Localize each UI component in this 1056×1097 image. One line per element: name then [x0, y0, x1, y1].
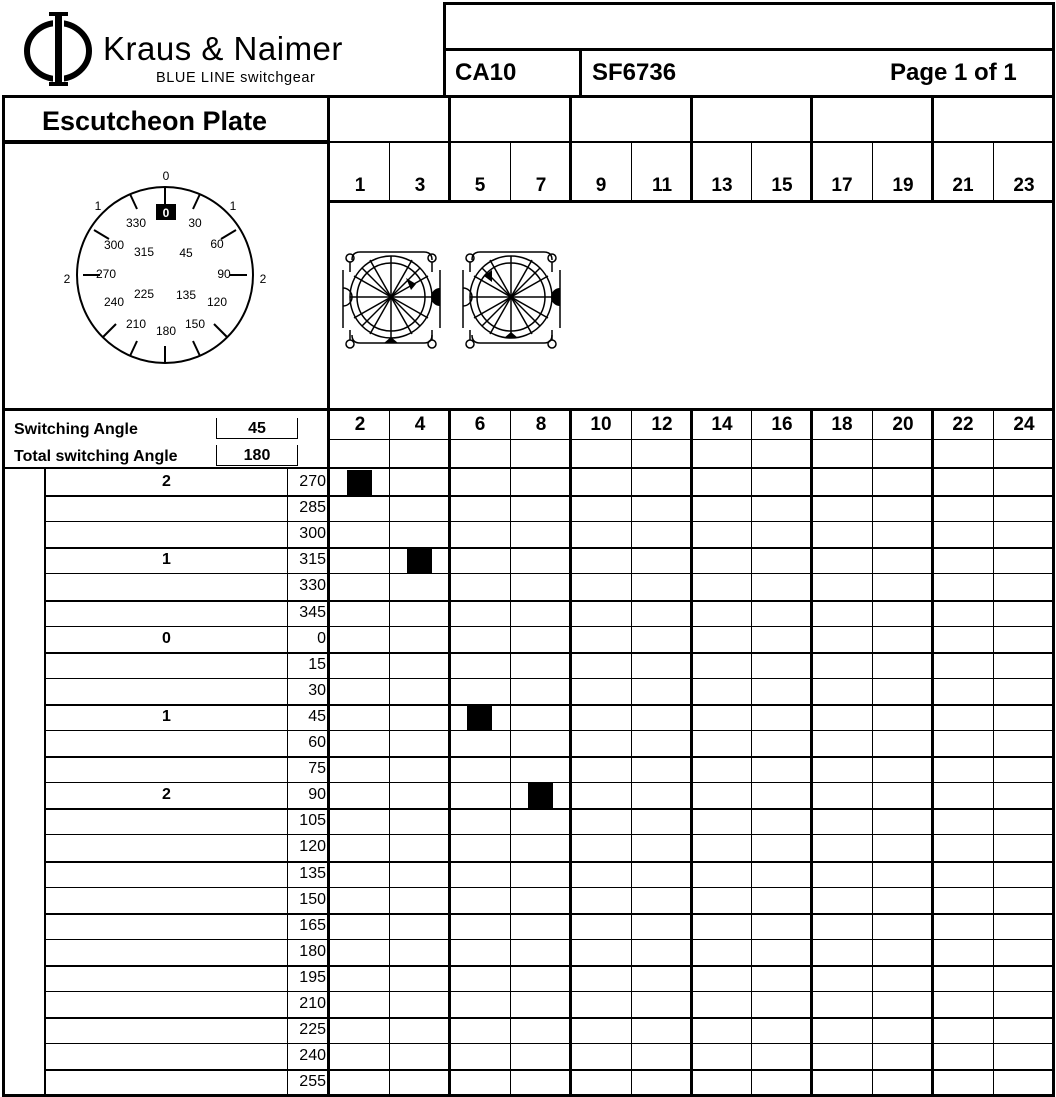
top-terminal-5: 5 — [474, 175, 486, 196]
dial-outer-label: 1 — [229, 199, 237, 213]
dial-degree-label: 30 — [188, 216, 202, 230]
angle-label: 255 — [299, 1073, 326, 1091]
dial-degree-label: 90 — [217, 267, 231, 281]
angle-label: 315 — [299, 551, 326, 569]
dial-degree-label: 45 — [179, 246, 193, 260]
angle-label: 75 — [308, 760, 326, 778]
angle-label: 90 — [308, 786, 326, 804]
bottom-terminal-22: 22 — [952, 414, 974, 435]
top-terminal-9: 9 — [595, 175, 607, 196]
kn-logo-icon — [20, 8, 100, 90]
dial-active-label: 0 — [162, 206, 170, 220]
dial-degree-label: 150 — [184, 317, 206, 331]
bottom-terminal-16: 16 — [771, 414, 793, 435]
position-label: 2 — [162, 473, 171, 490]
contact-closed-marker — [467, 705, 492, 730]
angle-label: 60 — [308, 734, 326, 751]
angle-label: 210 — [299, 995, 326, 1012]
page-indicator: Page 1 of 1 — [890, 59, 1017, 86]
dial-degree-label: 180 — [155, 324, 177, 338]
dial-degree-label: 270 — [95, 267, 117, 281]
angle-label: 105 — [299, 812, 326, 830]
bottom-terminal-2: 2 — [354, 414, 366, 435]
top-terminal-7: 7 — [535, 175, 547, 196]
angle-label: 285 — [299, 499, 326, 517]
dial-degree-label: 60 — [210, 237, 224, 251]
top-terminal-19: 19 — [892, 175, 914, 196]
angle-label: 270 — [299, 473, 326, 490]
section-title: Escutcheon Plate — [42, 106, 268, 136]
contact-block-diagram — [454, 240, 566, 355]
contact-closed-marker — [407, 548, 432, 573]
bottom-terminal-14: 14 — [711, 414, 733, 435]
brand-name: Kraus & Naimer — [103, 30, 343, 67]
dial-outer-label: 0 — [162, 169, 170, 183]
angle-label: 150 — [299, 890, 326, 908]
angle-label: 300 — [299, 525, 326, 543]
angle-label: 45 — [308, 707, 326, 725]
angle-label: 240 — [299, 1047, 326, 1065]
position-label: 2 — [162, 786, 171, 804]
top-terminal-11: 11 — [651, 175, 673, 196]
position-label: 1 — [162, 551, 171, 569]
bottom-terminal-12: 12 — [651, 414, 673, 435]
angle-label: 120 — [299, 838, 326, 856]
bottom-terminal-24: 24 — [1013, 414, 1035, 435]
dial-degree-label: 330 — [125, 216, 147, 230]
top-terminal-3: 3 — [414, 175, 426, 196]
dial-degree-label: 210 — [125, 317, 147, 331]
dial-degree-label: 135 — [175, 288, 197, 302]
dial-degree-label: 300 — [103, 238, 125, 252]
total-angle-value: 180 — [216, 445, 298, 466]
top-terminal-15: 15 — [771, 175, 793, 196]
top-terminal-23: 23 — [1013, 175, 1035, 196]
bottom-terminal-20: 20 — [892, 414, 914, 435]
top-terminal-21: 21 — [952, 175, 974, 196]
dial-degree-label: 315 — [133, 245, 155, 259]
bottom-terminal-8: 8 — [535, 414, 547, 435]
dial-outer-label: 1 — [94, 199, 102, 213]
dial-degree-label: 225 — [133, 287, 155, 301]
switch-code: SF6736 — [592, 59, 677, 86]
dial-degree-label: 120 — [206, 295, 228, 309]
brand-subtitle: BLUE LINE switchgear — [156, 70, 316, 86]
bottom-terminal-10: 10 — [590, 414, 612, 435]
top-terminal-13: 13 — [711, 175, 733, 196]
contact-closed-marker — [528, 783, 553, 808]
total-angle-label: Total switching Angle — [14, 448, 178, 465]
top-terminal-17: 17 — [831, 175, 853, 196]
angle-label: 345 — [299, 603, 326, 621]
contact-block-diagram — [334, 240, 446, 355]
contact-closed-marker — [347, 470, 372, 495]
angle-label: 195 — [299, 968, 326, 986]
angle-label: 225 — [299, 1021, 326, 1039]
switching-angle-value: 45 — [216, 418, 298, 439]
angle-label: 165 — [299, 916, 326, 934]
angle-label: 135 — [299, 864, 326, 882]
angle-label: 0 — [317, 629, 326, 647]
top-terminal-1: 1 — [354, 175, 366, 196]
angle-label: 30 — [308, 681, 326, 699]
bottom-terminal-4: 4 — [414, 414, 426, 435]
position-label: 1 — [162, 707, 171, 725]
angle-label: 330 — [299, 577, 326, 595]
model-code: CA10 — [455, 59, 517, 86]
dial-degree-label: 240 — [103, 295, 125, 309]
bottom-terminal-18: 18 — [831, 414, 853, 435]
angle-label: 15 — [308, 655, 326, 673]
dial-outer-label: 2 — [259, 272, 267, 286]
dial-outer-label: 2 — [63, 272, 71, 286]
escutcheon-dial — [40, 160, 290, 385]
angle-label: 180 — [299, 942, 326, 960]
switching-angle-label: Switching Angle — [14, 421, 138, 438]
bottom-terminal-6: 6 — [474, 414, 486, 435]
position-label: 0 — [162, 629, 171, 647]
